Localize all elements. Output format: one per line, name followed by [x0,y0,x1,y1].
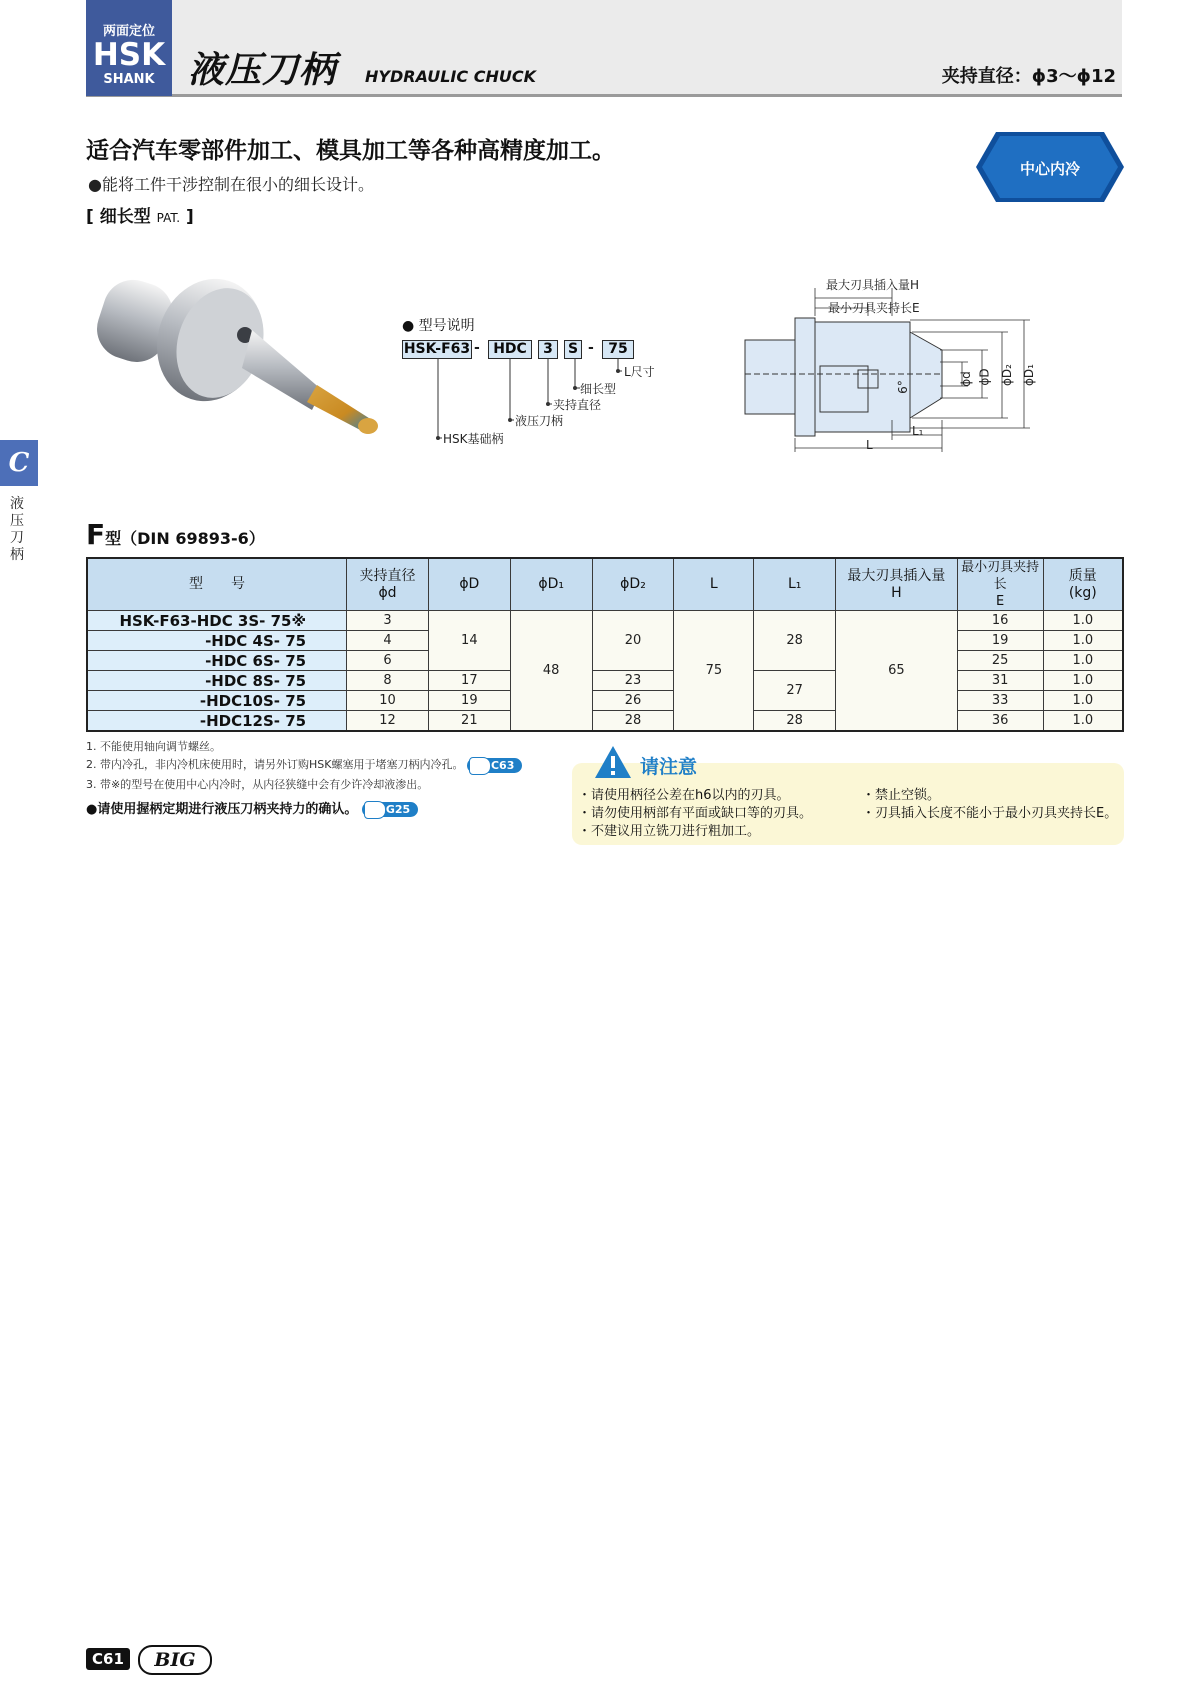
label-max-insert-H: 最大刃具插入量H [826,278,920,292]
warning-icon [593,744,633,780]
label-phid: ϕd [958,371,973,387]
cell-L1: 28 [754,611,836,671]
cell-model: HSK-F63-HDC 3S- 75※ [87,611,347,631]
code-separator: - [474,340,480,356]
cell-E: 25 [957,651,1043,671]
legend-clamp-diameter: 夹持直径 [553,398,602,412]
type-tag-close: ] [180,207,194,227]
section-title [86,518,265,551]
label-phiD1: ϕD₁ [1021,364,1036,386]
caution-item: ・禁止空锁。 [862,788,941,803]
cell-H: 65 [836,611,958,732]
label-phiD: ϕD [977,368,992,386]
feature-bullet: ●能将工件干涉控制在很小的细长设计。 [88,175,374,194]
page-title: 液压刀柄 [188,50,337,91]
col-header-D1: ϕD₁ [510,558,592,611]
cell-L: 75 [674,611,754,732]
code-length: 75 [602,340,634,359]
product-photo-illustration [92,270,392,460]
code-diameter: 3 [538,340,558,359]
note-bold [86,798,418,817]
cell-d: 4 [347,631,429,651]
cell-d: 10 [347,691,429,711]
caution-item: ・刃具插入长度不能小于最小刃具夹持长E。 [862,806,1118,821]
cell-D1: 48 [510,611,592,732]
col-header-H: 最大刃具插入量 H [836,558,958,611]
cell-mass: 1.0 [1043,631,1123,651]
cell-D: 21 [428,711,510,732]
type-tag [86,202,194,227]
note-2 [86,756,522,773]
table-row [87,611,1123,631]
table-row [87,671,1123,691]
table-row [87,711,1123,732]
label-phiD2: ϕD₂ [999,364,1014,386]
table-header-row [87,558,1123,611]
cell-d: 6 [347,651,429,671]
col-header-model: 型 号 [87,558,347,611]
hsk-shank-badge [86,0,172,96]
lead-text: 适合汽车零部件加工、模具加工等各种高精度加工。 [86,137,615,164]
note-bold-text: ●请使用握柄定期进行液压刀柄夹持力的确认。 [86,802,358,817]
coolant-badge-label: 中心内冷 [1019,160,1080,178]
legend-l-size: L尺寸 [624,365,655,379]
legend-slim: 细长型 [580,382,617,396]
caution-item: ・请勿使用柄部有平面或缺口等的刃具。 [578,806,813,821]
cell-model: -HDC12S- 75 [87,711,347,732]
legend-hsk-base: HSK基础柄 [443,432,504,446]
cell-D2: 28 [592,711,674,732]
model-legend-lines [400,358,660,454]
page-title-english: HYDRAULIC CHUCK [365,67,536,86]
cell-mass: 1.0 [1043,691,1123,711]
col-header-E: 最小刃具夹持长 E [957,558,1043,611]
section-letter: F [86,518,106,551]
col-header-L1: L₁ [754,558,836,611]
cell-L1: 28 [754,711,836,732]
table-row [87,691,1123,711]
note-1: 1. 不能使用轴向调节螺丝。 [86,740,221,753]
code-separator: - [588,340,594,356]
model-explanation-title: ● 型号说明 [402,318,475,334]
pointing-hand-icon [364,801,386,819]
cell-D2: 23 [592,671,674,691]
badge-bottom-text: SHANK [103,72,155,87]
label-L: L [866,438,873,452]
cell-D2: 26 [592,691,674,711]
label-L1: L₁ [912,424,924,438]
cell-model: -HDC 4S- 75 [87,631,347,651]
cell-mass: 1.0 [1043,651,1123,671]
caution-title: 请注意 [640,756,698,778]
ref-link-g25[interactable]: G25 [362,802,418,817]
cell-E: 31 [957,671,1043,691]
col-header-mass: 质量 (kg) [1043,558,1123,611]
badge-top-text: 两面定位 [102,24,155,39]
col-header-clamp-diameter: 夹持直径 ϕd [347,558,429,611]
type-tag-pat: PAT. [156,211,181,225]
badge-main-text: HSK [92,37,166,73]
side-tab-letter: C [0,440,38,486]
cell-D: 14 [428,611,510,671]
col-header-D2: ϕD₂ [592,558,674,611]
side-tab-text: 液压刀柄 [10,496,24,563]
col-header-D: ϕD [428,558,510,611]
section-label: 型（DIN 69893-6） [105,529,265,548]
cell-model: -HDC10S- 75 [87,691,347,711]
big-logo: BIG [138,1645,212,1675]
cell-E: 16 [957,611,1043,631]
cell-E: 36 [957,711,1043,732]
note-3: 3. 带※的型号在使用中心内冷时，从内径狭缝中会有少许冷却液渗出。 [86,778,429,791]
cell-L1: 27 [754,671,836,711]
clamp-range: 夹持直径：ϕ3～ϕ12 [941,66,1116,87]
page-number: C61 [86,1648,130,1670]
cell-D: 17 [428,671,510,691]
cell-mass: 1.0 [1043,671,1123,691]
cell-model: -HDC 8S- 75 [87,671,347,691]
cell-E: 19 [957,631,1043,651]
cell-D: 19 [428,691,510,711]
type-tag-open: [ [86,207,100,227]
label-min-clamp-E: 最小刃具夹持长E [828,301,920,315]
code-slim: S [564,340,582,359]
caution-item: ・不建议用立铣刀进行粗加工。 [578,824,761,839]
note-2-text: 2. 带内冷孔，非内冷机床使用时，请另外订购HSK螺塞用于堵塞刀柄内冷孔。 [86,758,464,771]
col-header-L: L [674,558,754,611]
cell-mass: 1.0 [1043,711,1123,732]
code-series: HDC [488,340,532,359]
label-angle: 6° [895,380,910,394]
header-rule [86,94,1122,97]
code-base: HSK-F63 [403,341,471,357]
cell-D2: 20 [592,611,674,671]
type-tag-label: 细长型 [99,207,151,227]
ref-link-c63[interactable]: C63 [467,758,522,773]
cell-E: 33 [957,691,1043,711]
cell-d: 12 [347,711,429,732]
cell-d: 8 [347,671,429,691]
caution-item: ・请使用柄径公差在h6以内的刃具。 [578,788,790,803]
pointing-hand-icon [469,757,491,775]
legend-hydraulic-chuck: 液压刀柄 [515,414,564,428]
cell-mass: 1.0 [1043,611,1123,631]
cell-d: 3 [347,611,429,631]
cell-model: -HDC 6S- 75 [87,651,347,671]
spec-table [86,557,1124,732]
